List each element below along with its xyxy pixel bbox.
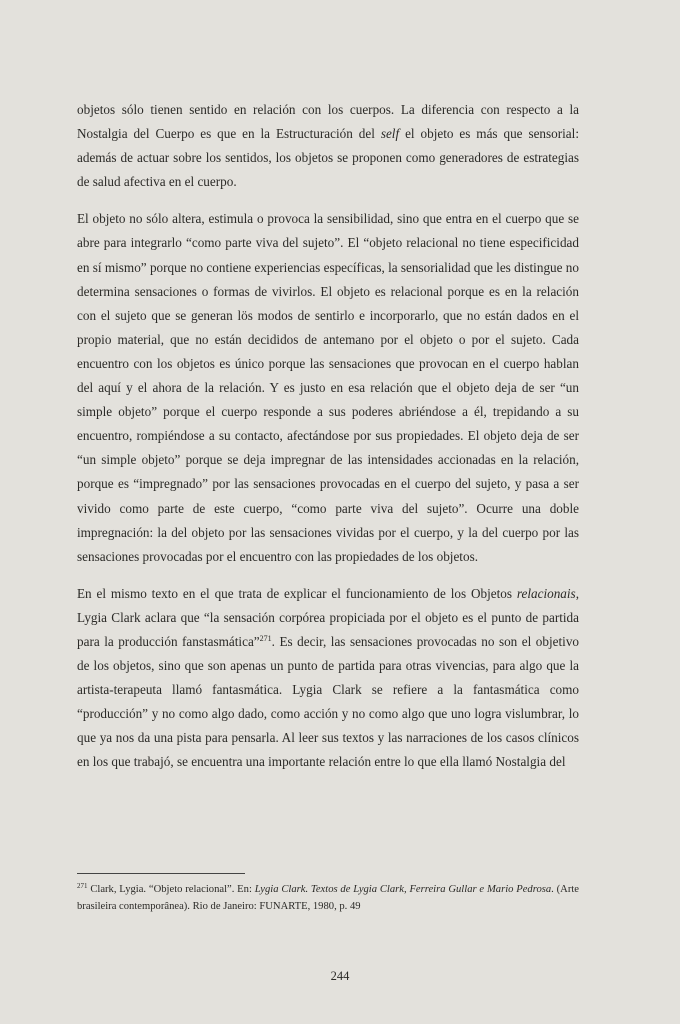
paragraph-1-part-b: el objeto es más que sensorial: además de actuar sobre los sentidos, los objetos se proponen como generadores de estrategias de salud afectiva en el cuerpo. xyxy=(77,126,579,190)
paragraph-1-part-a: objetos sólo tienen sentido en relación con los cuerpos. La diferencia con respecto a la Nostalgia del Cuerpo es que en la Estructuración del xyxy=(77,102,579,142)
paragraph-3-part-c: . Es decir, las sensaciones provocadas no son el objetivo de los objetos, sino que son apenas un punto de partida para otras vivencias, para algo que la artista-terapeuta llamó fantasmática. Lygia Clark se refiere a la fantasmática como “producción” y no como algo dado, como acción y no como algo que uno logra vislumbrar, lo que ya nos da una pista para pensarla. Al leer sus textos y las narraciones de los casos clínicos en los que trabajó, se encuentra una importante relación entre lo que ella llamó Nostalgia del xyxy=(77,633,580,770)
paragraph-2: El objeto no sólo altera, estimula o provoca la sensibilidad, sino que entra en el cuerpo que se abre para integrarlo “como parte viva del sujeto”. El “objeto relacional no tiene especificidad en sí mismo” porque no contiene experiencias específicas, la sensorialidad que les distingue no determina sensaciones o formas de vivirlos. El objeto es relacional porque es en la relación con el sujeto que se generan lös modos de sentirlo e incorporarlo, que no están dados en el propio material, que no están decididos de antemano por el objeto o por el sujeto. Cada encuentro con los objetos es único porque las sensaciones que provocan en el cuerpo hablan del aquí y el ahora de la relación. Y es justo en esa relación que el objeto deja de ser “un simple objeto” porque el cuerpo responde a sus poderes abriéndose a él, trepidando a su encuentro, rompiéndose a su contacto, afectándose por sus propiedades. El objeto deja de ser “un simple objeto” porque se deja impregnar de las intensidades accionadas en la relación, porque es “impregnado” por las sensaciones provocadas en el cuerpo del sujeto, y pasa a ser vivido como parte de este cuerpo, “como parte viva del sujeto”. Ocurre una doble impregnación: la del objeto por las sensaciones vividas por el cuerpo, y la del cuerpo por las sensaciones provocadas por el encuentro con las propiedades de los objetos. xyxy=(77,211,579,564)
footnote xyxy=(77,881,579,915)
paragraph-3 xyxy=(77,582,579,775)
footnote-text-b: . (Arte brasileira contemporânea). Rio de Janeiro: FUNARTE, 1980, p. 49 xyxy=(77,884,579,912)
paragraph-3-part-a: En el mismo texto en el que trata de explicar el funcionamiento de los Objetos xyxy=(77,585,517,601)
paragraph-1-italic-self: self xyxy=(380,126,400,142)
paragraph-1 xyxy=(77,98,579,194)
footnote-italic-title: Lygia Clark. Textos de Lygia Clark, Ferreira Gullar e Mario Pedrosa xyxy=(254,884,552,895)
body-text xyxy=(77,98,579,775)
footnote-text-a: Clark, Lygia. “Objeto relacional”. En: xyxy=(87,884,255,895)
paragraph-3-italic-relacionais: relacionais xyxy=(516,585,576,601)
page-number: 244 xyxy=(330,969,350,983)
footnote-reference[interactable]: 271 xyxy=(259,633,272,643)
footnote-divider xyxy=(77,873,245,874)
footnote-number: 271 xyxy=(77,882,88,890)
paragraph-3-part-b: , Lygia Clark aclara que “la sensación corpórea propiciada por el objeto es el punto de partida para la producción fanstasmática” xyxy=(77,585,579,649)
